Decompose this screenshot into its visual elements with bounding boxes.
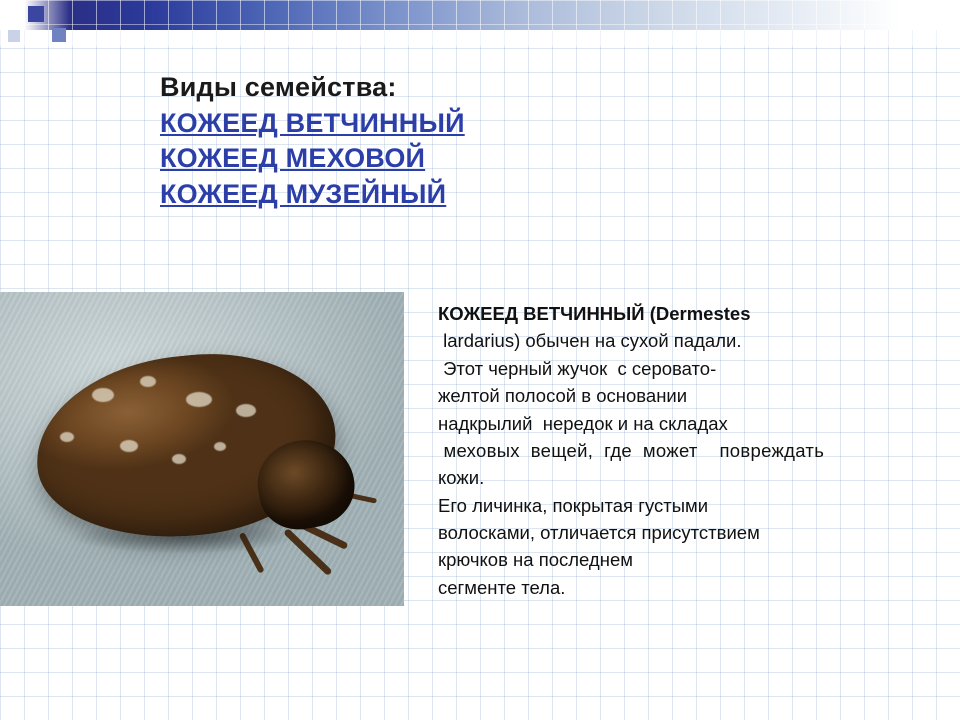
title-block <box>160 70 780 213</box>
description-line: меховых вещей, где может повреждать <box>438 439 825 461</box>
beetle-spot <box>236 404 256 417</box>
beetle-spot <box>92 388 114 402</box>
description-line: lardarius) обычен на сухой падали. <box>438 330 742 352</box>
description-line: Его личинка, покрытая густыми <box>438 494 709 516</box>
description-line: кожи. <box>438 467 485 489</box>
dermestes-lardarius-photo <box>0 292 404 606</box>
species-link-muzeyny[interactable]: КОЖЕЕД МУЗЕЙНЫЙ <box>160 178 447 209</box>
description-line: КОЖЕЕД ВЕТЧИННЫЙ (Dermestes <box>438 303 751 324</box>
beetle-spot <box>60 432 74 442</box>
beetle-spot <box>172 454 186 464</box>
beetle-spot <box>214 442 226 451</box>
description-line: волосками, отличается присутствием <box>438 522 760 543</box>
description-line: сегменте тела. <box>438 576 566 598</box>
decorative-top-band <box>0 0 960 46</box>
page-title: Виды семейства: <box>160 72 397 102</box>
description-line: Этот черный жучок с серовато- <box>438 357 717 379</box>
description-text <box>438 300 946 601</box>
description-line: крючков на последнем <box>438 549 633 571</box>
species-link-mekhovoy[interactable]: КОЖЕЕД МЕХОВОЙ <box>160 143 426 174</box>
beetle-spot <box>140 376 156 387</box>
beetle-spot <box>120 440 138 452</box>
beetle-spot <box>186 392 212 407</box>
species-link-vetchinny[interactable]: КОЖЕЕД ВЕТЧИННЫЙ <box>160 107 465 138</box>
band-grid-overlay <box>0 0 960 46</box>
description-line: желтой полосой в основании <box>438 385 688 407</box>
description-line: надкрылий нередок и на складах <box>438 412 728 434</box>
